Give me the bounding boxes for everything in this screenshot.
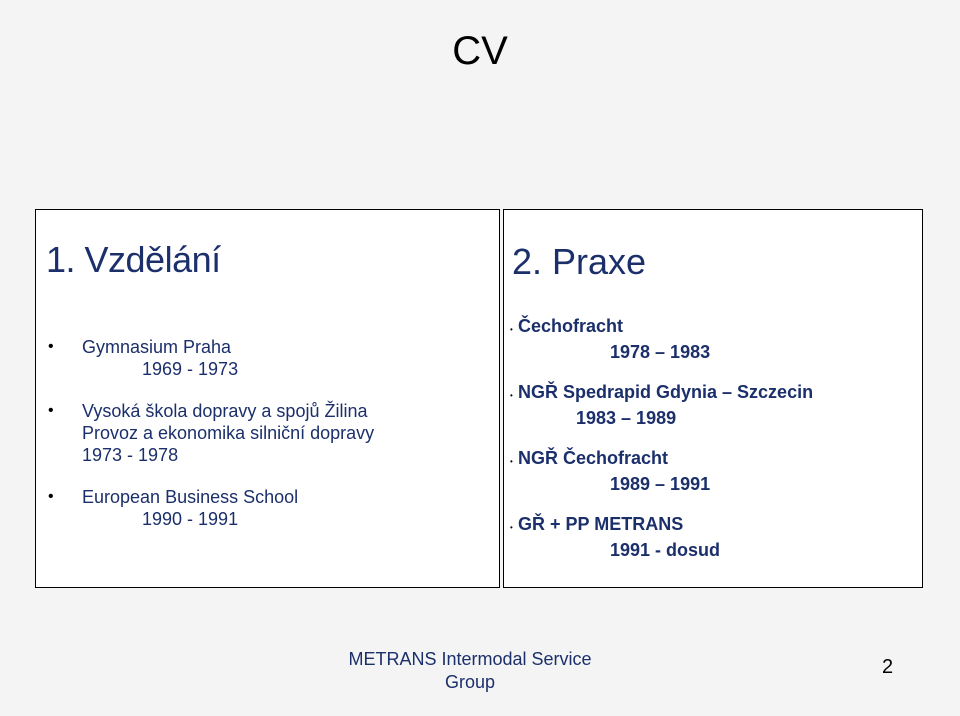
- bullet-icon: •: [48, 338, 54, 355]
- employer-name: Čechofracht: [518, 316, 624, 336]
- bullet-icon: •: [48, 402, 54, 419]
- school-name: Vysoká škola dopravy a spojů Žilina: [82, 401, 368, 421]
- employer-name: GŘ + PP METRANS: [518, 514, 684, 534]
- education-item-gymnasium: [36, 336, 496, 380]
- school-name: Gymnasium Praha: [82, 337, 232, 357]
- education-item-university: [36, 400, 496, 466]
- employment-years: 1978 – 1983: [610, 342, 711, 362]
- bullet-icon: •: [48, 488, 54, 505]
- school-years: 1990 - 1991: [142, 509, 239, 529]
- practice-box: [503, 209, 923, 588]
- education-title: 1. Vzdělání: [46, 239, 221, 280]
- employment-years: 1983 – 1989: [576, 408, 677, 428]
- bullet-icon: •: [510, 325, 513, 334]
- page-number: 2: [882, 656, 894, 678]
- employment-years: 1989 – 1991: [610, 474, 711, 494]
- practice-item-spedrapid: [504, 379, 919, 431]
- bullet-icon: •: [510, 457, 513, 466]
- education-list: [36, 336, 496, 530]
- practice-item-ngr-cechofracht: [504, 445, 919, 497]
- slide-title: CV: [452, 29, 508, 73]
- footer-company-line1: METRANS Intermodal Service: [348, 649, 592, 669]
- employment-years: 1991 - dosud: [610, 540, 721, 560]
- education-item-business-school: [36, 486, 496, 530]
- practice-item-metrans: [504, 511, 919, 563]
- employer-name: NGŘ Čechofracht: [518, 448, 669, 468]
- practice-list: [504, 313, 919, 563]
- practice-title: 2. Praxe: [512, 241, 647, 282]
- practice-item-cechofracht: [504, 313, 919, 365]
- school-years: 1973 - 1978: [82, 445, 179, 465]
- employer-name: NGŘ Spedrapid Gdynia – Szczecin: [518, 382, 814, 402]
- school-field: Provoz a ekonomika silniční dopravy: [82, 423, 375, 443]
- education-box: [35, 209, 500, 588]
- school-name: European Business School: [82, 487, 299, 507]
- bullet-icon: •: [510, 391, 513, 400]
- bullet-icon: •: [510, 523, 513, 532]
- school-years: 1969 - 1973: [142, 359, 239, 379]
- footer-company-line2: Group: [444, 672, 496, 692]
- footer-company: [320, 648, 620, 694]
